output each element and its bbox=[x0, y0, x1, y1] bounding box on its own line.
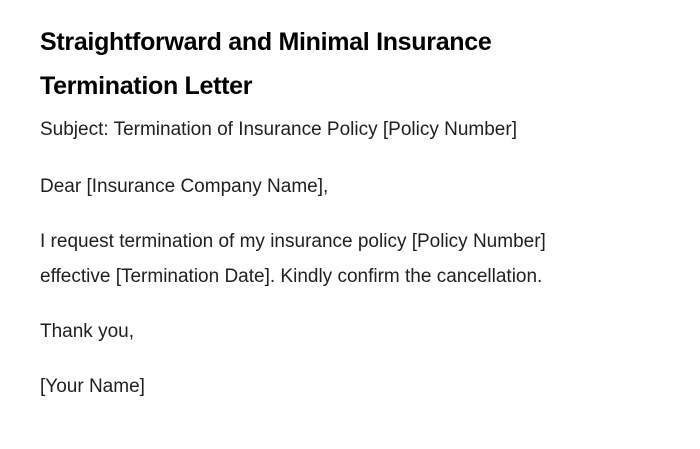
letter-document bbox=[40, 20, 680, 424]
closing: Thank you, bbox=[40, 321, 134, 342]
document-title bbox=[40, 20, 680, 108]
body-line-1: I request termination of my insurance policy [Policy Number] bbox=[40, 231, 546, 252]
title-line-1: Straightforward and Minimal Insurance bbox=[40, 28, 492, 56]
signature: [Your Name] bbox=[40, 376, 145, 397]
body-paragraph bbox=[40, 224, 680, 294]
title-line-2: Termination Letter bbox=[40, 72, 253, 100]
body-line-2: effective [Termination Date]. Kindly confirm the cancellation. bbox=[40, 266, 543, 287]
subject-line: Subject: Termination of Insurance Policy [Policy Number] bbox=[40, 119, 517, 140]
salutation: Dear [Insurance Company Name], bbox=[40, 176, 329, 197]
